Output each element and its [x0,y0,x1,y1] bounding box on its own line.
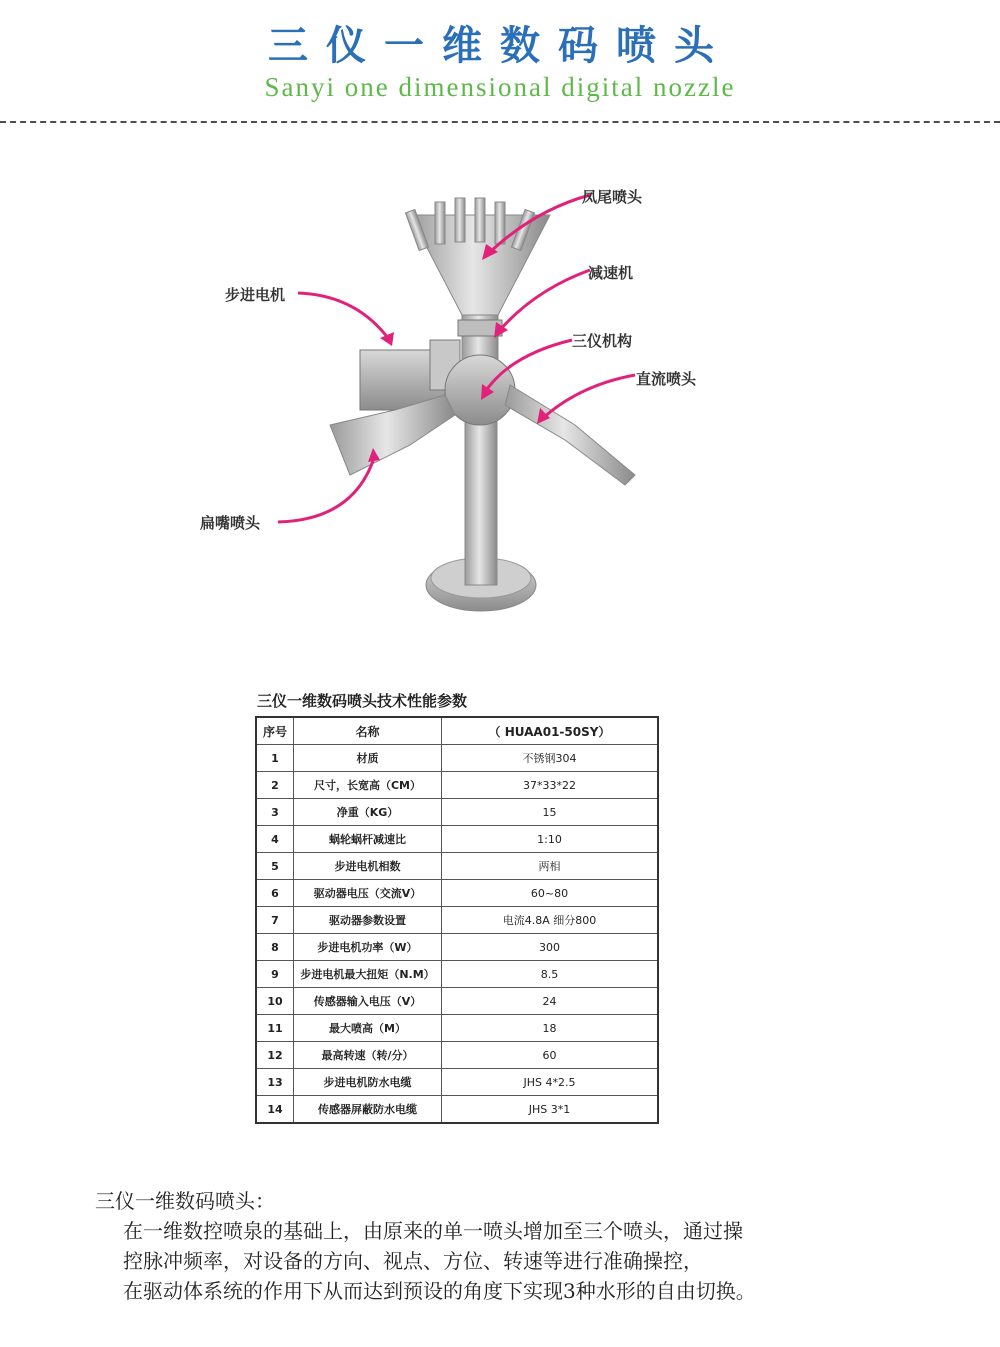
row-value: 不锈钢304 [442,745,659,772]
callout-stepper-motor: 步进电机 [225,286,286,304]
row-name: 步进电机相数 [294,853,442,880]
table-row [256,907,658,934]
description-line: 在驱动体系统的作用下从而达到预设的角度下实现3种水形的自由切换。 [123,1279,756,1303]
row-index: 12 [256,1042,294,1069]
row-index: 6 [256,880,294,907]
header-model: （ HUAA01-50SY） [442,717,659,745]
table-row [256,880,658,907]
callout-straight-nozzle: 直流喷头 [636,370,697,388]
row-value: JHS 3*1 [442,1096,659,1124]
nozzle-illustration [180,170,740,630]
row-name: 材质 [294,745,442,772]
callout-flat-nozzle: 扁嘴喷头 [200,514,261,532]
row-value: 电流4.8A 细分800 [442,907,659,934]
row-index: 9 [256,961,294,988]
row-name: 蜗轮蜗杆减速比 [294,826,442,853]
row-name: 传感器输入电压（V） [294,988,442,1015]
table-row [256,1096,658,1124]
header-index: 序号 [256,717,294,745]
row-value: 8.5 [442,961,659,988]
table-row [256,772,658,799]
row-name: 步进电机防水电缆 [294,1069,442,1096]
row-value: 37*33*22 [442,772,659,799]
row-value: 300 [442,934,659,961]
row-index: 14 [256,1096,294,1124]
row-name: 尺寸，长宽高（CM） [294,772,442,799]
product-diagram [180,170,740,630]
page-subtitle: Sanyi one dimensional digital nozzle [264,72,736,102]
row-name: 驱动器参数设置 [294,907,442,934]
row-index: 2 [256,772,294,799]
table-row [256,934,658,961]
row-value: 15 [442,799,659,826]
row-value: 两相 [442,853,659,880]
row-index: 13 [256,1069,294,1096]
description [95,1186,975,1306]
table-row [256,961,658,988]
table-row [256,826,658,853]
table-header-row [256,717,658,745]
row-name: 最大喷高（M） [294,1015,442,1042]
row-value: 1:10 [442,826,659,853]
callout-sanyi-mechanism: 三仪机构 [572,332,633,350]
row-index: 1 [256,745,294,772]
description-line: 在一维数控喷泉的基础上，由原来的单一喷头增加至三个喷头，通过操 [123,1219,743,1243]
table-row [256,988,658,1015]
row-name: 净重（KG） [294,799,442,826]
row-name: 步进电机功率（W） [294,934,442,961]
row-name: 最高转速（转/分） [294,1042,442,1069]
row-index: 11 [256,1015,294,1042]
row-name: 驱动器电压（交流V） [294,880,442,907]
row-index: 7 [256,907,294,934]
row-value: JHS 4*2.5 [442,1069,659,1096]
callout-reducer: 减速机 [588,264,634,282]
row-value: 60~80 [442,880,659,907]
row-name: 步进电机最大扭矩（N.M） [294,961,442,988]
row-index: 8 [256,934,294,961]
spec-table-title: 三仪一维数码喷头技术性能参数 [257,692,468,710]
description-line: 控脉冲频率，对设备的方向、视点、方位、转速等进行准确操控， [123,1249,703,1273]
table-row [256,1042,658,1069]
row-name: 传感器屏蔽防水电缆 [294,1096,442,1124]
table-row [256,1069,658,1096]
spec-table [255,716,659,1124]
central-hub [445,355,515,425]
table-row [256,1015,658,1042]
row-value: 24 [442,988,659,1015]
table-row [256,853,658,880]
row-value: 60 [442,1042,659,1069]
row-index: 3 [256,799,294,826]
table-row [256,745,658,772]
row-index: 5 [256,853,294,880]
description-heading: 三仪一维数码喷头： [95,1189,275,1213]
callout-phoenix-tail-nozzle: 凤尾喷头 [582,188,643,206]
dashed-divider [0,121,1000,123]
row-value: 18 [442,1015,659,1042]
page-title: 三仪一维数码喷头 [268,22,732,69]
table-row [256,799,658,826]
row-index: 4 [256,826,294,853]
header-name: 名称 [294,717,442,745]
row-index: 10 [256,988,294,1015]
